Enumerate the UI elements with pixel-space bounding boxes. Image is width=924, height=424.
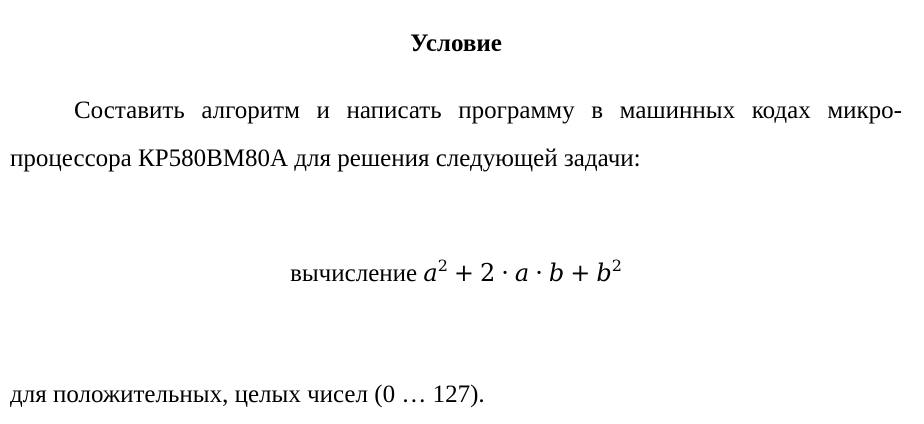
formula-exponent: 2 [611, 256, 622, 275]
formula-var-b: b [548, 259, 565, 287]
document-title: Условие [410, 30, 502, 57]
formula-plus: + [570, 259, 591, 287]
formula-var-b: b [596, 259, 612, 287]
formula-exponent: 2 [437, 256, 448, 275]
formula-coefficient: 2 [480, 259, 496, 287]
formula-plus: + [453, 259, 474, 287]
formula-line [0, 256, 912, 291]
formula-var-a: a [423, 259, 438, 287]
formula-dot: · [501, 259, 509, 287]
formula [423, 256, 622, 287]
formula-var-a: a [514, 259, 530, 287]
formula-dot: · [535, 259, 543, 287]
formula-prefix: вычисление [290, 260, 418, 287]
task-paragraph: Составить алгоритм и написать программу в машинных кодах микро-процессора КР580ВМ80А для решения следующей задачи: [10, 97, 902, 172]
range-paragraph: для положительных, целых чисел (0 … 127). [10, 381, 485, 408]
